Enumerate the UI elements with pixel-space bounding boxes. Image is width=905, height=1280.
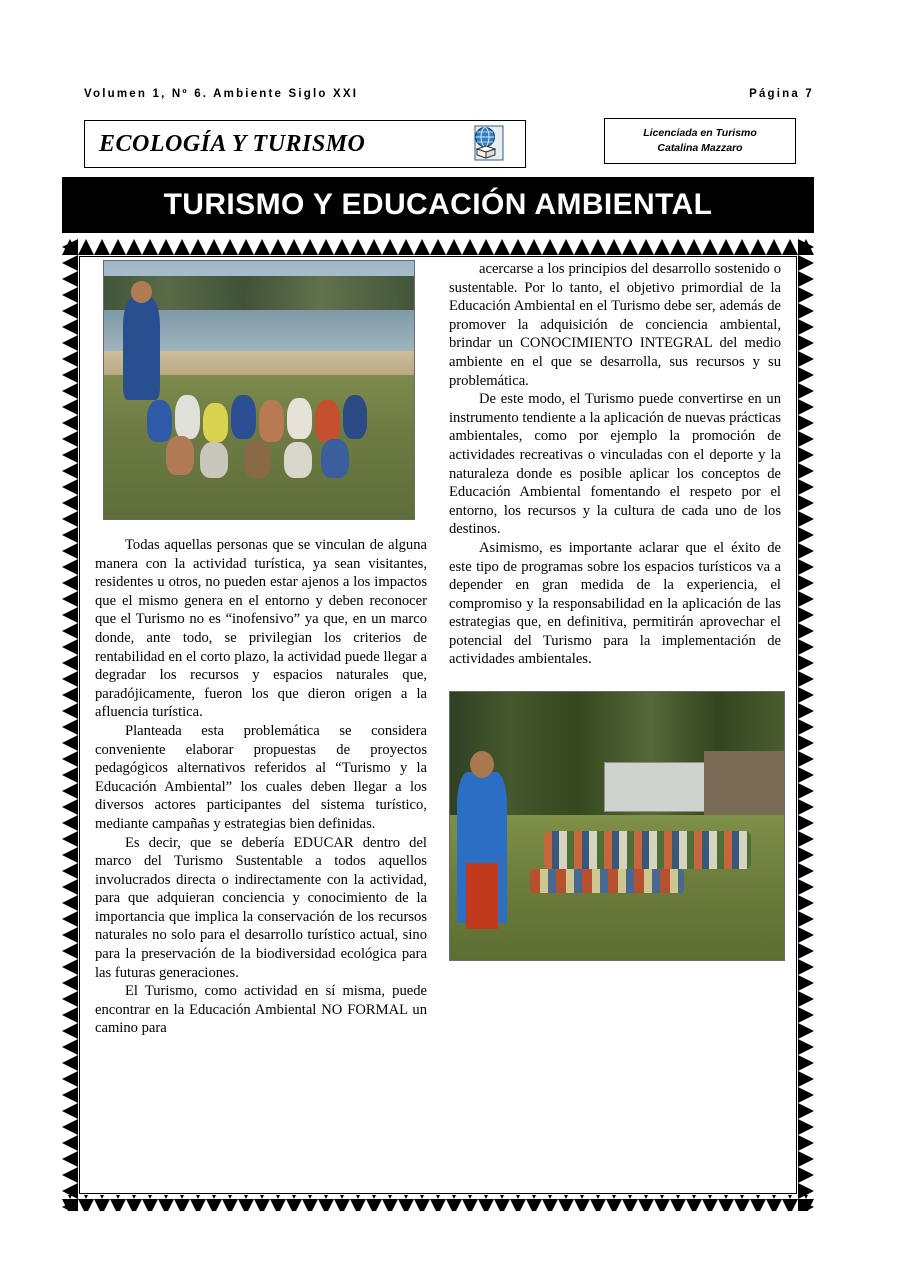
header-volume-text: Volumen 1, Nº 6. Ambiente Siglo XXI [84,88,359,100]
paragraph: acercarse a los principios del desarrollo sostenido o sustentable. Por lo tanto, el objetivo primordial de la Educación Ambiental en el Turismo debe ser, además de promover la adquisición de conciencia ambiental, brindar un CONOCIMIENTO INTEGRAL del medio ambiente en el que se desarrolla, sus recursos y su problemática. [449,261,781,389]
author-role: Licenciada en Turismo [643,127,757,139]
masthead-box [84,120,526,168]
author-name: Catalina Mazzaro [657,142,743,154]
paragraph: Es decir, que se debería EDUCAR dentro del marco del Turismo Sustentable a todos aquellos involucrados directa o indirectamente con la actividad, para que adquieran conciencia y conocimiento de la importancia que implica la conservación de los recursos naturales no solo para el desarrollo turístico actual, sino para la preservación de la biodiversidad ecológica para las futuras generaciones. [95,834,427,981]
author-credit-box [604,118,796,164]
right-column [449,260,781,1190]
left-column [95,260,427,1190]
paragraph: Todas aquellas personas que se vinculan de alguna manera con la actividad turística, ya sean visitantes, residentes u otros, no pueden estar ajenos a los impactos que el mismo genera en el entorno y deben reconocer que el Turismo no es “inofensivo” ya que, en un marco donde, ante todo, se privilegian los criterios de rentabilidad en el corto plazo, la actividad puede llegar a degradar los recursos y espacios naturales que, paradójicamente, fueron los que dieron origen a la afluencia turística. [95,537,427,721]
masthead-title: ECOLOGÍA Y TURISMO [99,130,366,157]
article-headline: TURISMO Y EDUCACIÓN AMBIENTAL [163,188,713,221]
article-banner [62,177,814,233]
globe-and-book-icon [455,125,509,163]
photo-children-on-grass [103,260,415,520]
article-body [95,260,781,1190]
paragraph: De este modo, el Turismo puede convertirse en un instrumento tendiente a la aplicación de nuevas prácticas ambientales, como por ejemplo la promoción de actividades recreativas o vinculadas con el deporte y la naturaleza donde es posible aplicar los conceptos de Educación Ambiental fomentando el respeto por el entorno, los recursos y la cultura de cada uno de los destinos. [449,391,781,538]
paragraph: Planteada esta problemática se considera conveniente elaborar propuestas de proyectos pedagógicos alternativos referidos al “Turismo y la Educación Ambiental” los cuales deben llegar a los diversos actores participantes del sistema turístico, mediante campañas y estrategias bien definidas. [95,722,427,832]
paragraph: El Turismo, como actividad en sí misma, puede encontrar en la Educación Ambiental NO FORMAL un camino para [95,983,427,1037]
header-page-number: Página 7 [749,88,814,100]
paragraph: Asimismo, es importante aclarar que el éxito de este tipo de programas sobre los espacios turísticos va a depender en gran medida de la experiencia, el compromiso y la responsabilidad en la aplicación de las estrategias que, en definitiva, permitirán aprovechar el potencial del Turismo para la implementación de actividades ambientales. [449,539,781,668]
page-header [84,88,814,100]
photo-outdoor-activity [449,691,785,961]
